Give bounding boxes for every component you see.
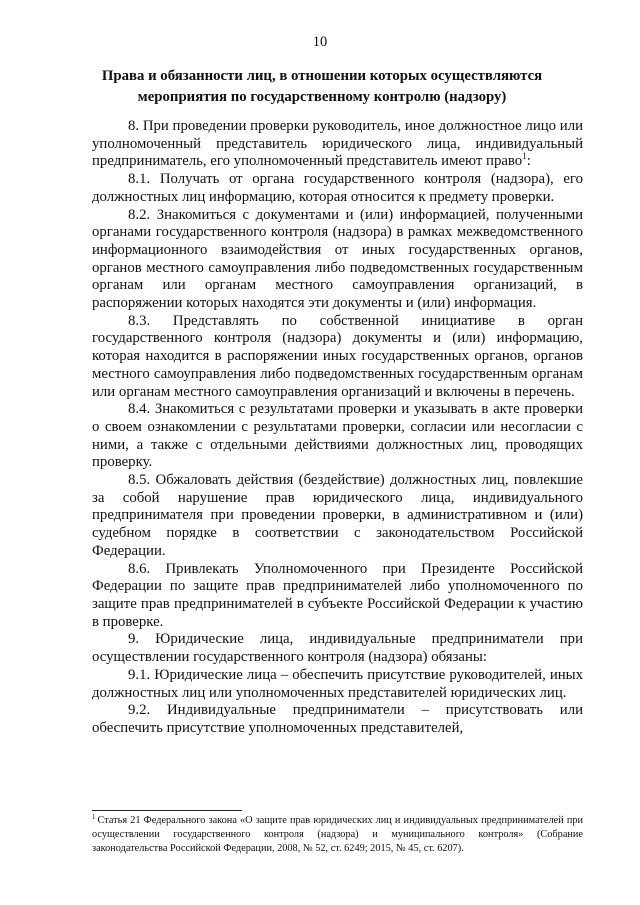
paragraph-9-1: 9.1. Юридические лица – обеспечить присутствие руководителей, иных должностных лиц или уполномоченных представителей юридических лиц.: [92, 666, 583, 701]
body-text: [92, 118, 583, 738]
footnote-divider: [92, 810, 242, 811]
footnote-reference: 1: [522, 151, 527, 162]
paragraph-9-2: 9.2. Индивидуальные предприниматели – присутствовать или обеспечить присутствие уполномоченных представителей,: [92, 702, 583, 736]
footnote-text: Статья 21 Федерального закона «О защите прав юридических лиц и индивидуальных предпринимателей при осуществлении государственного контроля (надзора) и муниципального контроля» (Собрание законодательства Российской Федерации, 2008, № 52, ст. 6249; 2015, № 45, ст. 6207).: [92, 815, 583, 854]
paragraph-8-4: 8.4. Знакомиться с результатами проверки и указывать в акте проверки о своем ознакомлении с результатами проверки, согласии или несогласии с ними, а также с отдельными действиями должностных лиц, проводящих проверку.: [92, 401, 583, 471]
paragraph-8-2: 8.2. Знакомиться с документами и (или) информацией, полученными органами государственного контроля (надзора) в рамках межведомственного информационного взаимодействия от иных государственных органов, органов местного самоуправления либо подведомственных государственным органам или органам местного самоуправления организаций, в распоряжении которых находятся эти документы и (или) информация.: [92, 206, 583, 312]
paragraph-8-colon: :: [526, 153, 531, 170]
section-heading: Права и обязанности лиц, в отношении которых осуществляются мероприятия по государственному контролю (надзору): [101, 68, 543, 105]
footnote-marker: 1: [92, 812, 96, 821]
footnote: [92, 814, 583, 856]
paragraph-8-6: 8.6. Привлекать Уполномоченного при Президенте Российской Федерации по защите прав предпринимателей либо уполномоченного по защите прав предпринимателей в субъекте Российской Федерации к участию в проверке.: [92, 560, 583, 630]
page-number: 10: [312, 34, 328, 50]
paragraph-8-5: 8.5. Обжаловать действия (бездействие) должностных лиц, повлекшие за собой нарушение прав юридического лица, индивидуального предпринимателя при проведении проверки, в административном и (или) судебном порядке в соответствии с законодательством Российской Федерации.: [92, 472, 583, 559]
paragraph-9: 9. Юридические лица, индивидуальные предприниматели при осуществлении государственного контроля (надзора) обязаны:: [92, 631, 583, 666]
paragraph-8-1: 8.1. Получать от органа государственного контроля (надзора), его должностных лиц информацию, которая относится к предмету проверки.: [92, 171, 583, 205]
paragraph-8-3: 8.3. Представлять по собственной инициативе в орган государственного контроля (надзора) документы и (или) информацию, которая находится в распоряжении иных государственных органов, органов местного самоуправления либо подведомственных государственным органам или органам местного самоуправления организаций и включены в перечень.: [92, 312, 583, 400]
paragraph-8-text: 8. При проведении проверки руководитель, иное должностное лицо или уполномоченный представитель юридического лица, индивидуальный предприниматель, его уполномоченный представитель имеют право: [92, 118, 583, 170]
paragraph-8: [92, 118, 583, 171]
